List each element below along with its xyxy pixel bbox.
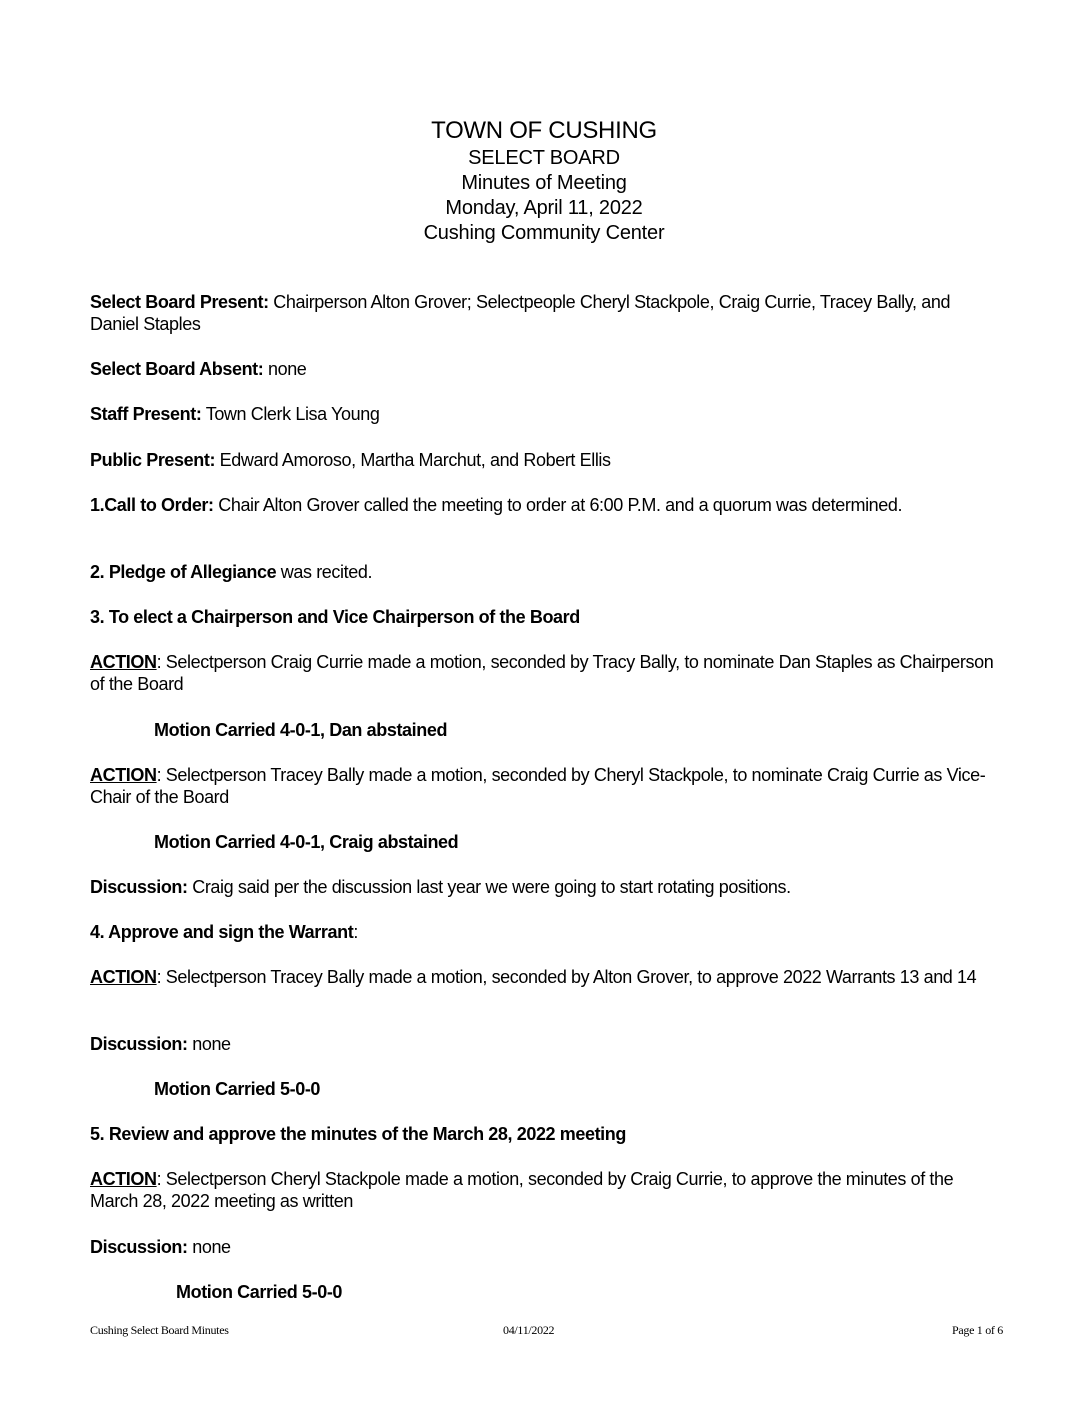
meeting-location: Cushing Community Center xyxy=(423,222,665,244)
item4-discussion-text: none xyxy=(187,1034,231,1054)
call-to-order xyxy=(90,494,1000,516)
item4-heading xyxy=(90,921,1000,943)
public-present xyxy=(90,449,1000,471)
item5-discussion-text: none xyxy=(187,1237,231,1257)
footer-date: 04/11/2022 xyxy=(503,1323,555,1337)
call-to-order-text: Chair Alton Grover called the meeting to order at 6:00 P.M. and a quorum was determined. xyxy=(213,495,903,515)
board-absent-value: none xyxy=(263,359,307,379)
board-absent xyxy=(90,358,1000,380)
board-name: SELECT BOARD xyxy=(468,147,620,169)
item3-action1 xyxy=(90,651,1000,695)
discussion-label: Discussion: xyxy=(90,877,188,897)
document-type: Minutes of Meeting xyxy=(461,172,627,194)
staff-present-label: Staff Present: xyxy=(90,404,202,424)
page-number: Page 1 of 6 xyxy=(951,1323,1003,1337)
item5-heading-text: 5. Review and approve the minutes of the March 28, 2022 meeting xyxy=(90,1124,626,1144)
item3-action2-text: : Selectperson Tracey Bally made a motion, seconded by Cheryl Stackpole, to nominate Craig Currie as Vice-Chair of the Board xyxy=(90,765,986,807)
item5-discussion xyxy=(90,1236,1000,1258)
item3-heading-text: 3. To elect a Chairperson and Vice Chairperson of the Board xyxy=(90,607,580,627)
action-label: ACTION xyxy=(90,1169,157,1189)
board-present-value: Chairperson Alton Grover; Selectpeople Cheryl Stackpole, Craig Currie, Tracey Bally, and Daniel Staples xyxy=(90,292,951,334)
item3-heading xyxy=(90,606,1000,628)
board-absent-label: Select Board Absent: xyxy=(90,359,264,379)
public-present-value: Edward Amoroso, Martha Marchut, and Robert Ellis xyxy=(215,450,611,470)
board-present xyxy=(90,291,1000,335)
pledge-label: 2. Pledge of Allegiance xyxy=(90,562,277,582)
discussion-label: Discussion: xyxy=(90,1237,188,1257)
page-footer xyxy=(90,1323,1003,1341)
item4-action-text: : Selectperson Tracey Bally made a motion, seconded by Alton Grover, to approve 2022 Warrants 13 and 14 xyxy=(156,967,977,987)
item3-action2 xyxy=(90,764,1000,808)
item3-result1: Motion Carried 4-0-1, Dan abstained xyxy=(154,720,448,740)
item3-action1-text: : Selectperson Craig Currie made a motion, seconded by Tracy Bally, to nominate Dan Staples as Chairperson of the Board xyxy=(90,652,994,694)
staff-present-value: Town Clerk Lisa Young xyxy=(201,404,380,424)
staff-present xyxy=(90,403,1000,425)
item5-action-text: : Selectperson Cheryl Stackpole made a motion, seconded by Craig Currie, to approve the minutes of the March 28, 2022 meeting as written xyxy=(90,1169,954,1211)
pledge xyxy=(90,561,1000,583)
item4-heading-text: 4. Approve and sign the Warrant xyxy=(90,922,354,942)
action-label: ACTION xyxy=(90,765,157,785)
action-label: ACTION xyxy=(90,967,157,987)
meeting-date: Monday, April 11, 2022 xyxy=(445,197,643,219)
footer-title: Cushing Select Board Minutes xyxy=(90,1323,229,1337)
town-title: TOWN OF CUSHING xyxy=(431,117,657,144)
item3-discussion xyxy=(90,876,1000,898)
action-label: ACTION xyxy=(90,652,157,672)
public-present-label: Public Present: xyxy=(90,450,216,470)
discussion-label: Discussion: xyxy=(90,1034,188,1054)
item5-heading xyxy=(90,1123,1000,1145)
item4-discussion xyxy=(90,1033,1000,1055)
pledge-text: was recited. xyxy=(276,562,373,582)
call-to-order-label: 1.Call to Order: xyxy=(90,495,214,515)
item3-result2: Motion Carried 4-0-1, Craig abstained xyxy=(154,832,459,852)
document-header xyxy=(0,116,1088,246)
item3-discussion-text: Craig said per the discussion last year we were going to start rotating positions. xyxy=(187,877,791,897)
item5-result: Motion Carried 5-0-0 xyxy=(176,1282,343,1302)
item5-action xyxy=(90,1168,1000,1212)
item4-heading-suffix: : xyxy=(353,922,358,942)
item4-action xyxy=(90,966,1000,988)
item4-result: Motion Carried 5-0-0 xyxy=(154,1079,321,1099)
board-present-label: Select Board Present: xyxy=(90,292,269,312)
